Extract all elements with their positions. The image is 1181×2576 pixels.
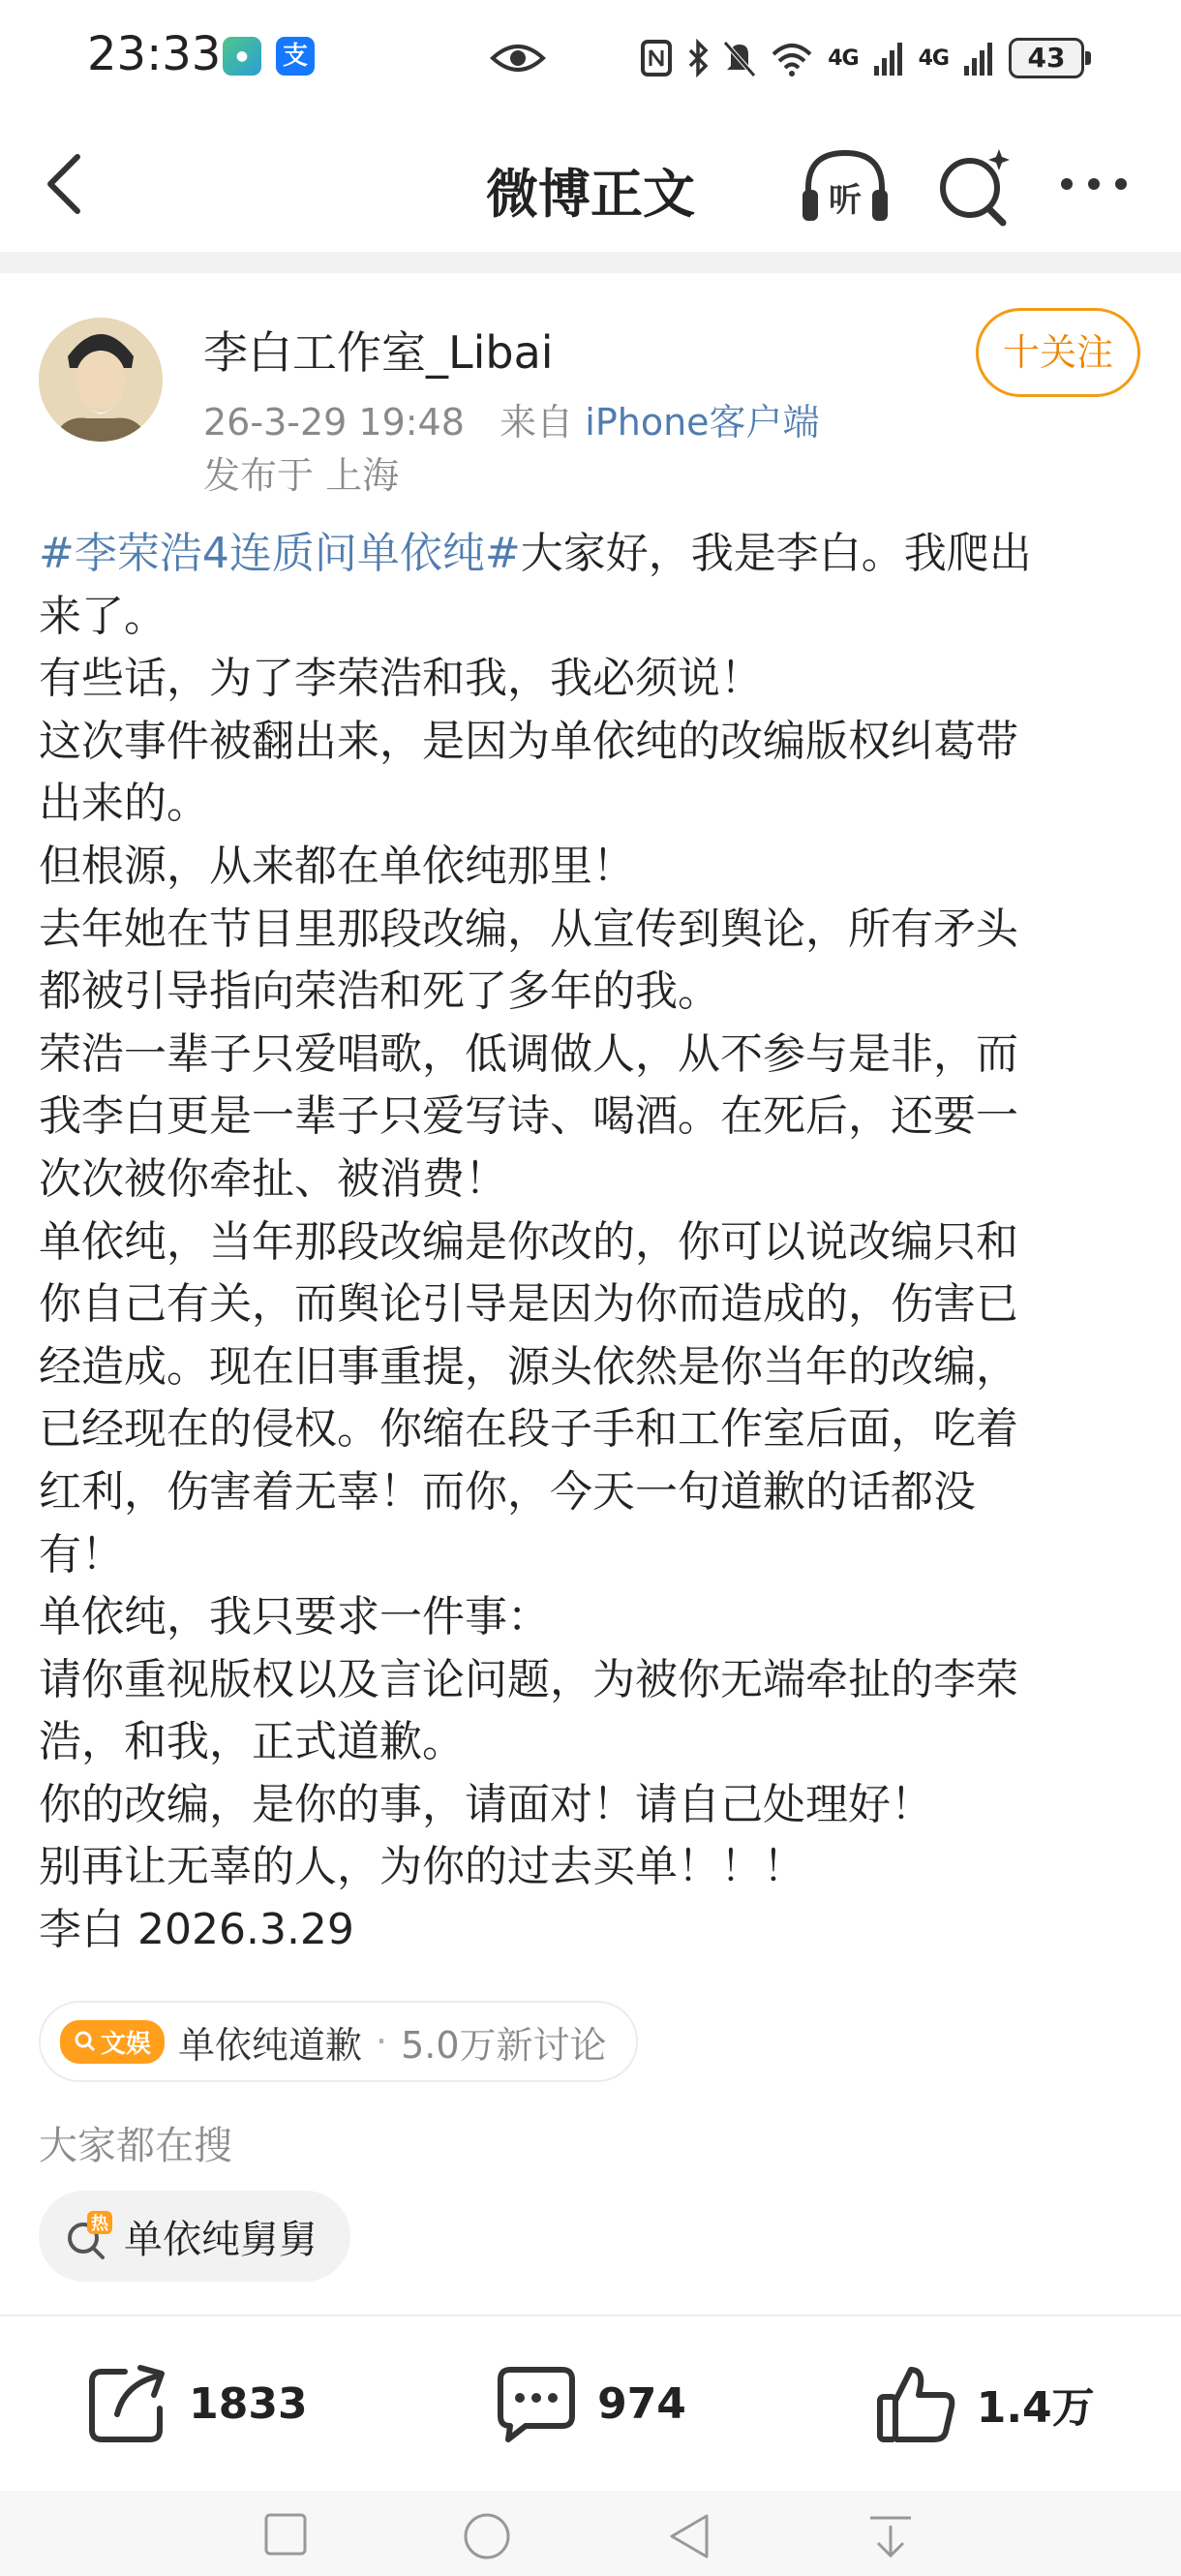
post-source[interactable]: iPhone客户端 <box>585 401 820 444</box>
bluetooth-icon <box>686 39 710 77</box>
post-line: 去年她在节目里那段改编，从宣传到舆论，所有矛头 <box>39 904 1018 954</box>
hot-search-icon <box>62 2211 112 2261</box>
page-title: 微博正文 <box>486 164 695 225</box>
thumbs-up-icon <box>874 2362 957 2445</box>
search-icon <box>74 2030 97 2053</box>
status-bar <box>0 0 1181 116</box>
recents-square-icon[interactable] <box>263 2512 308 2557</box>
avatar-portrait <box>39 318 163 442</box>
hashtag-link[interactable]: #李荣浩4连质问单依纯# <box>39 529 521 578</box>
topic-badge <box>60 2020 165 2064</box>
network-label-2: 4G <box>918 46 949 71</box>
post-line: 单依纯，当年那段改编是你改的，你可以说改编只和 <box>39 1216 1018 1267</box>
post-line: 这次事件被翻出来，是因为单依纯的改编版权纠葛带 <box>39 716 1018 766</box>
post-line: 你的改编，是你的事，请面对！请自己处理好！ <box>39 1779 933 1829</box>
home-circle-icon[interactable] <box>463 2512 511 2561</box>
post-line: 次次被你牵扯、被消费！ <box>39 1153 507 1204</box>
post-line: 已经现在的侵权。你缩在段子手和工作室后面，吃着 <box>39 1404 1018 1455</box>
post-line: 请你重视版权以及言论问题，为被你无端牵扯的李荣 <box>39 1654 1018 1704</box>
topic-count: 5.0万新讨论 <box>401 2023 607 2067</box>
eye-icon <box>489 39 547 77</box>
repost-button[interactable] <box>0 2316 394 2491</box>
comment-count: 974 <box>597 2378 686 2429</box>
hot-badge-label: 热 <box>91 2214 108 2234</box>
topic-badge-label: 文娱 <box>101 2029 152 2059</box>
more-icon[interactable] <box>1055 165 1133 203</box>
post-line-text: 大家好，我是李白。我爬出 <box>520 529 1032 578</box>
like-button[interactable] <box>787 2316 1181 2491</box>
follow-button[interactable]: 十关注 <box>976 308 1140 397</box>
comment-button[interactable] <box>394 2316 788 2491</box>
comment-icon <box>495 2362 578 2445</box>
post-line: 有些话，为了李荣浩和我，我必须说！ <box>39 654 763 704</box>
post-line: 红利，伤害着无辜！而你，今天一句道歉的话都没 <box>39 1466 976 1517</box>
action-bar <box>0 2316 1181 2491</box>
search-icon[interactable] <box>935 145 1013 227</box>
status-icons <box>640 31 1084 85</box>
post-line: 浩，和我，正式道歉。 <box>39 1717 465 1767</box>
back-arrow-icon[interactable] <box>37 151 95 217</box>
topic-chip[interactable] <box>39 2001 638 2082</box>
section-label: 大家都在搜 <box>39 2124 232 2168</box>
topic-title: 单依纯道歉 <box>178 2023 363 2067</box>
battery-icon: 43 <box>1009 38 1084 78</box>
like-count: 1.4万 <box>976 2383 1095 2433</box>
notification-pulldown-icon[interactable] <box>866 2512 915 2561</box>
post-line: 来了。 <box>39 591 167 641</box>
search-suggestion-label: 单依纯舅舅 <box>124 2217 318 2262</box>
post-line: 你自己有关，而舆论引导是因为你而造成的，伤害已 <box>39 1279 1018 1330</box>
nav-divider <box>0 252 1181 273</box>
repost-count: 1833 <box>189 2378 308 2429</box>
app-icon: ● <box>223 37 261 76</box>
alipay-icon: 支 <box>276 37 315 76</box>
post-line: 别再让无辜的人，为你的过去买单！！！ <box>39 1842 805 1892</box>
post-location: 发布于 上海 <box>203 454 400 497</box>
post-body <box>39 523 1152 1962</box>
post-line: 但根源，从来都在单依纯那里！ <box>39 841 635 891</box>
post-line: 都被引导指向荣浩和死了多年的我。 <box>39 966 720 1017</box>
wifi-icon <box>770 39 814 77</box>
post-line <box>39 523 1152 586</box>
search-suggestion-chip[interactable] <box>39 2191 350 2282</box>
post-timestamp: 26-3-29 19:48 <box>203 401 465 444</box>
signal-icon <box>872 39 905 77</box>
signal-icon <box>962 39 995 77</box>
avatar[interactable] <box>39 318 163 442</box>
post-line: 李白 2026.3.29 <box>39 1905 354 1955</box>
nav-bar <box>0 116 1181 252</box>
post-line: 单依纯，我只要求一件事： <box>39 1592 550 1642</box>
post-line: 有！ <box>39 1529 124 1579</box>
post-line: 我李白更是一辈子只爱写诗、喝酒。在死后，还要一 <box>39 1091 1018 1142</box>
post-line: 经造成。现在旧事重提，源头依然是你当年的改编， <box>39 1341 1018 1392</box>
listen-label: 听 <box>829 181 862 220</box>
network-label-1: 4G <box>828 46 859 71</box>
repost-icon <box>86 2362 169 2445</box>
status-time: 23:33 <box>87 27 222 81</box>
system-nav-bar <box>0 2491 1181 2576</box>
post-line: 荣浩一辈子只爱唱歌，低调做人，从不参与是非，而 <box>39 1028 1018 1079</box>
post-meta <box>203 392 820 445</box>
author-name[interactable]: 李白工作室_Libai <box>203 326 554 379</box>
post-line: 出来的。 <box>39 779 209 829</box>
topic-separator: · <box>376 2020 388 2063</box>
post-source-prefix: 来自 <box>500 401 574 444</box>
nfc-icon <box>640 39 673 77</box>
back-triangle-icon[interactable] <box>668 2512 711 2561</box>
listen-headphones-icon[interactable] <box>799 147 892 225</box>
mute-icon <box>723 39 756 77</box>
